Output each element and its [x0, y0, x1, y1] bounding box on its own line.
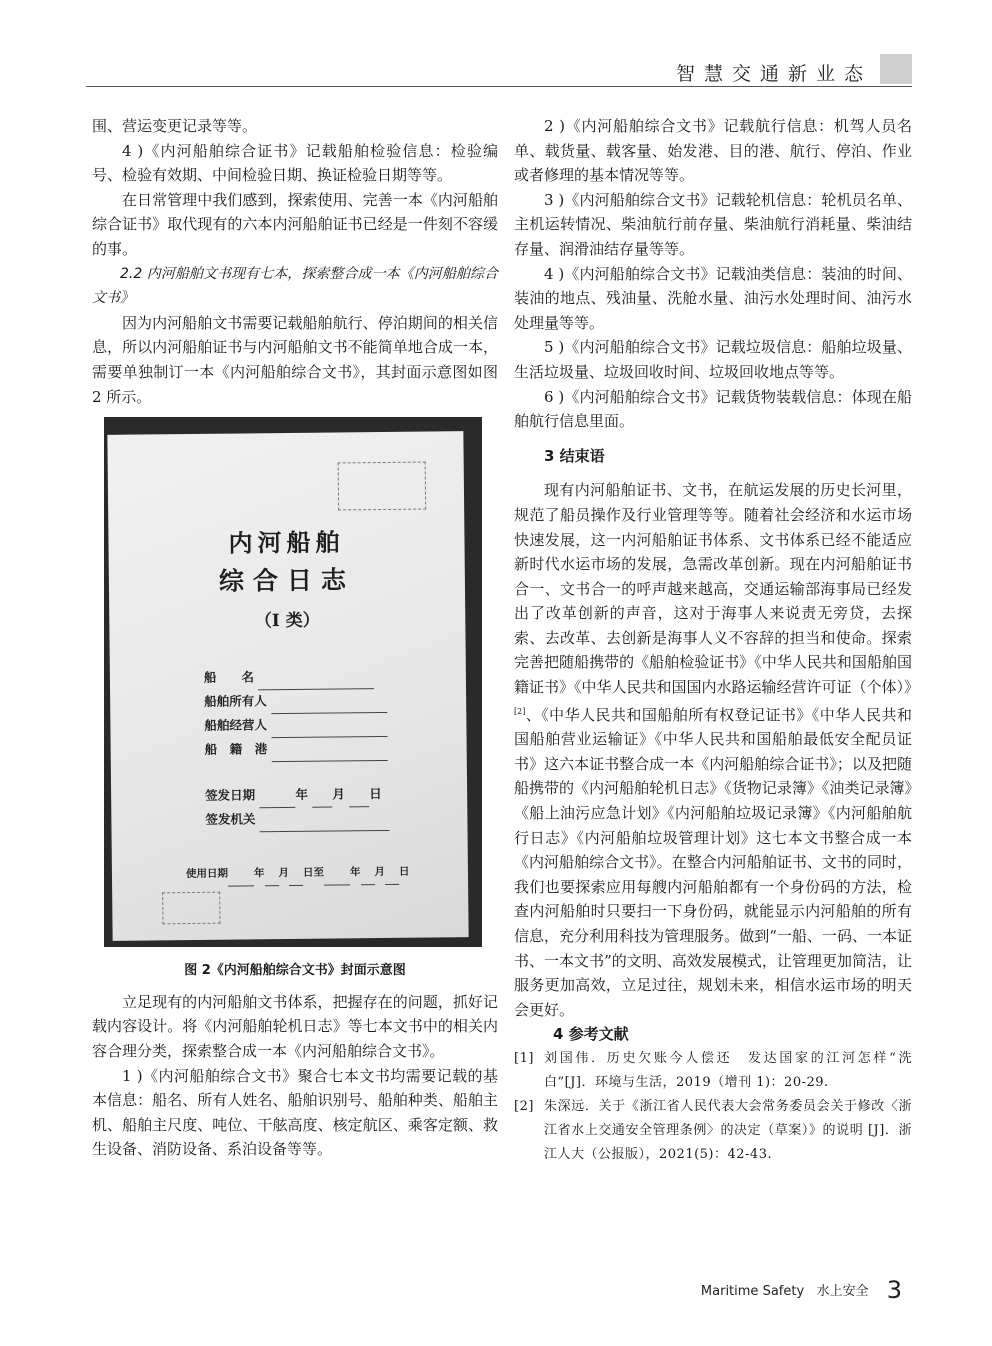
- cover-title-class: （I 类）: [254, 610, 320, 632]
- running-header-title: 智慧交通新业态: [675, 63, 872, 85]
- paragraph: 立足现有的内河船舶文书体系，把握存在的问题，抓好记载内容设计。将《内河船舶轮机日志》等七本文书中的相关内容合理分类，探索整合成一本《内河船舶综合文书》。: [92, 992, 498, 1060]
- section-heading-3: 3 结束语: [544, 446, 605, 465]
- field-ship-name: 船 名: [204, 664, 375, 690]
- field-issue-date: 签发日期 年 月 日: [205, 782, 382, 808]
- paragraph: 2 )《内河船舶综合文书》记载航行信息：机驾人员名单、载货量、载客量、始发港、目的港、航行、停泊、作业或者修理的基本情况等等。: [514, 117, 912, 185]
- field-issuer: 签发机关: [205, 806, 390, 833]
- subsection-heading: 2.2 内河船舶文书现有七本，探索整合成一本《内河船舶综合文书》: [92, 265, 498, 307]
- stamp-box-small: [162, 892, 220, 925]
- journal-name-cn: 水上安全: [816, 1284, 869, 1299]
- field-usage-date: 使用日期 年 月 日至 年 月 日: [186, 860, 410, 887]
- page-footer: [701, 1276, 902, 1304]
- left-column: [92, 114, 498, 1162]
- right-column: [514, 114, 920, 1167]
- field-owner: 船舶所有人: [204, 688, 387, 715]
- paragraph: 在日常管理中我们感到，探索使用、完善一本《内河船舶综合证书》取代现有的六本内河船舶证书已经是一件刻不容缓的事。: [92, 190, 498, 258]
- section-heading-4: 4 参考文献: [553, 1025, 629, 1044]
- paragraph: 3 )《内河船舶综合文书》记载轮机信息：轮机员名单、主机运转情况、柴油航行前存量、柴油航行消耗量、柴油结存量、润滑油结存量等等。: [514, 190, 912, 258]
- figure-cover-photo: [104, 417, 482, 947]
- journal-name-en: Maritime Safety: [700, 1284, 805, 1299]
- paragraph: 5 )《内河船舶综合文书》记载垃圾信息：船舶垃圾量、生活垃圾量、垃圾回收时间、垃圾回收地点等等。: [514, 338, 912, 381]
- paragraph: 因为内河船舶文书需要记载船舶航行、停泊期间的相关信息，所以内河船舶证书与内河船舶文书不能简单地合成一本，需要单独制订一本《内河船舶综合文书》，其封面示意图如图 2 所示。: [92, 313, 498, 406]
- header-rule: [86, 86, 912, 87]
- cover-page: [107, 431, 468, 941]
- stamp-box: [338, 462, 426, 511]
- conclusion-paragraph: 现有内河船舶证书、文书，在航运发展的历史长河里，规范了船员操作及行业管理等等。随着社会经济和水运市场快速发展，这一内河船舶证书体系、文书体系已经不能适应新时代水运市场的发展，急需改革创新。现在内河船舶证书合一、文书合一的呼声越来越高，交通运输部海事局已经发出了改革创新的声音，这对于海事人来说责无旁贷，去探索、去改革、去创新是海事人义不容辞的担当和使命。探索完善把随船携带的《船舶检验证书》《中华人民共和国船舶国籍证书》《中华人民共和国国内水路运输经营许可证（个体）》[2]、《中华人民共和国船舶所有权登记证书》《中华人民共和国船舶营业运输证》《中华人民共和国船舶最低安全配员证书》这六本证书整合成一本《内河船舶综合证书》；以及把随船携带的《内河船舶轮机日志》《货物记录簿》《油类记录簿》《船上油污应急计划》《内河船舶垃圾记录簿》《内河船舶航行日志》《内河船舶垃圾管理计划》这七本文书整合成一本《内河船舶综合文书》。在整合内河船舶证书、文书的同时，我们也要探索应用每艘内河船舶都有一个身份码的方法，检查内河船舶时只要扫一下身份码，就能显示内河船舶的所有信息，充分利用科技为管理服务。做到“一船、一码、一本证书、一本文书”的文明、高效发展模式，让管理更加简洁，让服务更加高效，立足过往，规划未来，相信水运市场的明天会更好。: [514, 481, 920, 1019]
- reference-item: [2] 朱深远．关于《浙江省人民代表大会常务委员会关于修改〈浙江省水上交通安全管理条例〉的决定（草案）》的说明 [J]．浙江人大（公报版），2021(5)：42-43.: [514, 1098, 912, 1162]
- figure-caption: 图 2《内河船舶综合文书》封面示意图: [184, 963, 406, 979]
- paragraph: 6 )《内河船舶综合文书》记载货物装载信息：体现在船舶航行信息里面。: [514, 387, 912, 431]
- paragraph: 4 )《内河船舶综合证书》记载船舶检验信息：检验编号、检验有效期、中间检验日期、换证检验日期等等。: [92, 141, 498, 185]
- paragraph: 围、营运变更记录等等。: [92, 117, 258, 135]
- reference-list: [514, 1047, 912, 1167]
- cover-title-line1: 内河船舶: [228, 527, 345, 558]
- header-gray-block: [880, 54, 912, 84]
- field-operator: 船舶经营人: [204, 712, 387, 739]
- paragraph: 4 )《内河船舶综合文书》记载油类信息：装油的时间、装油的地点、残油量、洗舱水量、油污水处理时间、油污水处理量等等。: [514, 264, 912, 332]
- cover-title-line2: 综合日志: [218, 565, 356, 596]
- citation-ref: [2]: [514, 706, 526, 716]
- paragraph: 1 )《内河船舶综合文书》聚合七本文书均需要记载的基本信息：船名、所有人姓名、船舶识别号、船舶种类、船舶主机、船舶主尺度、吨位、干舷高度、核定航区、乘客定额、救生设备、消防设备、系泊设备等等。: [92, 1066, 498, 1159]
- field-port: 船 籍 港: [205, 736, 388, 763]
- page-number: 3: [886, 1276, 902, 1304]
- reference-item: [1] 刘国伟．历史欠账今人偿还 发达国家的江河怎样“洗白”[J]．环境与生活，2019（增刊 1)：20-29.: [514, 1050, 912, 1090]
